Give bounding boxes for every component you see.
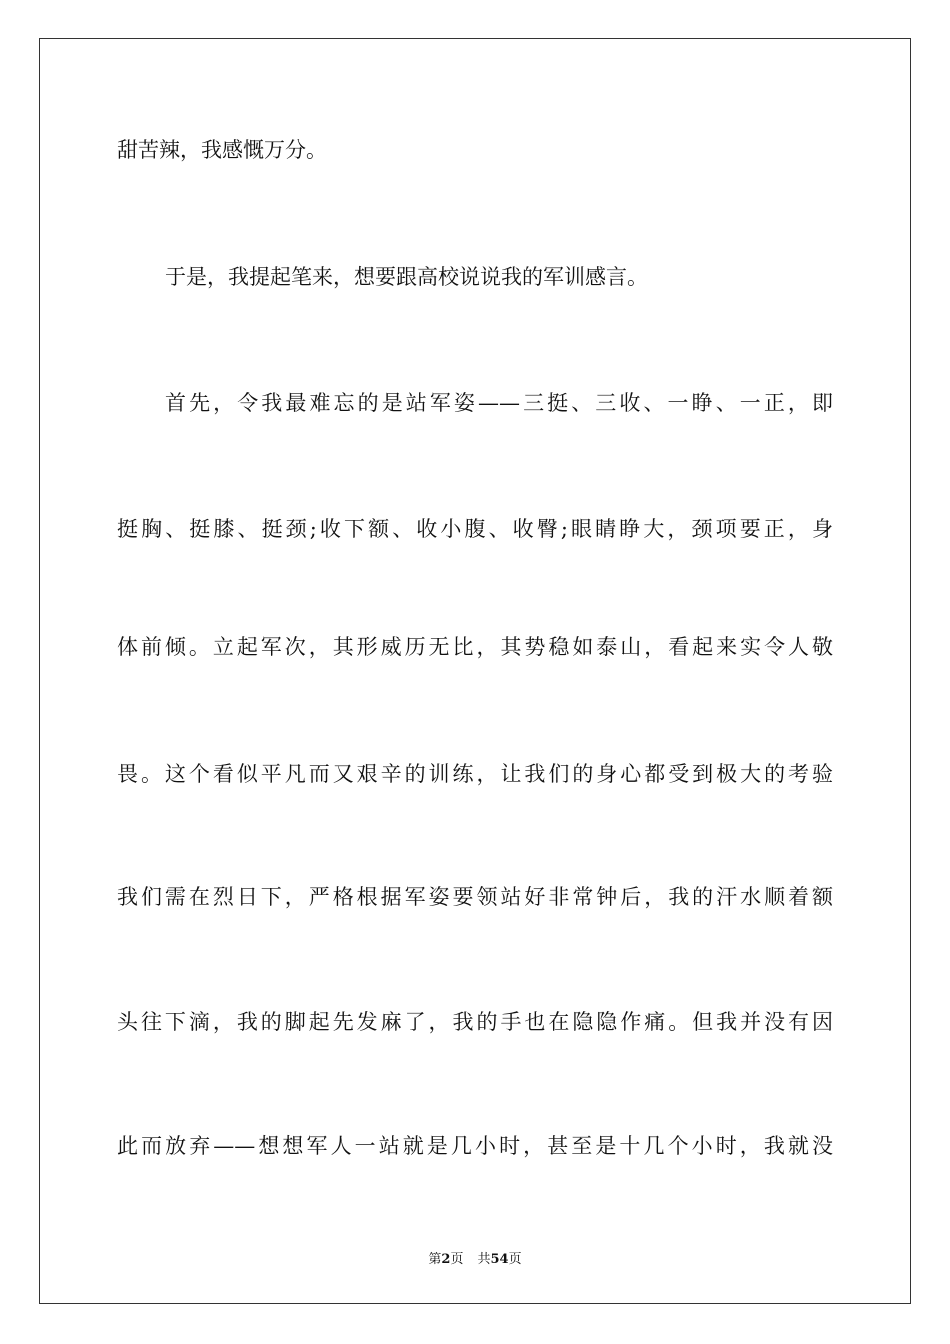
page-footer [0,1248,950,1267]
text-line-7: 我们需在烈日下，严格根据军姿要领站好非常钟后，我的汗水顺着额 [117,885,833,909]
total-pages: 54 [490,1252,509,1267]
page-prefix: 第 [428,1252,442,1267]
text-line-9: 此而放弃——想想军人一站就是几小时，甚至是十几个小时，我就没 [117,1134,833,1158]
text-line-1: 甜苦辣，我感慨万分。 [117,138,327,162]
text-line-3: 首先，令我最难忘的是站军姿——三挺、三收、一睁、一正，即 [165,391,833,415]
text-line-4: 挺胸、挺膝、挺颈;收下额、收小腹、收臀;眼睛睁大，颈项要正，身 [117,517,833,541]
text-line-8: 头往下滴，我的脚起先发麻了，我的手也在隐隐作痛。但我并没有因 [117,1010,833,1034]
total-prefix: 共 [477,1252,491,1267]
text-line-2: 于是，我提起笔来，想要跟高校说说我的军训感言。 [165,265,648,289]
page-suffix: 页 [450,1252,464,1267]
text-line-6: 畏。这个看似平凡而又艰辛的训练，让我们的身心都受到极大的考验 [117,762,833,786]
page-number: 2 [441,1252,451,1267]
total-suffix: 页 [508,1252,522,1267]
page-frame [39,38,911,1304]
text-line-5: 体前倾。立起军次，其形威历无比，其势稳如泰山，看起来实令人敬 [117,635,833,659]
